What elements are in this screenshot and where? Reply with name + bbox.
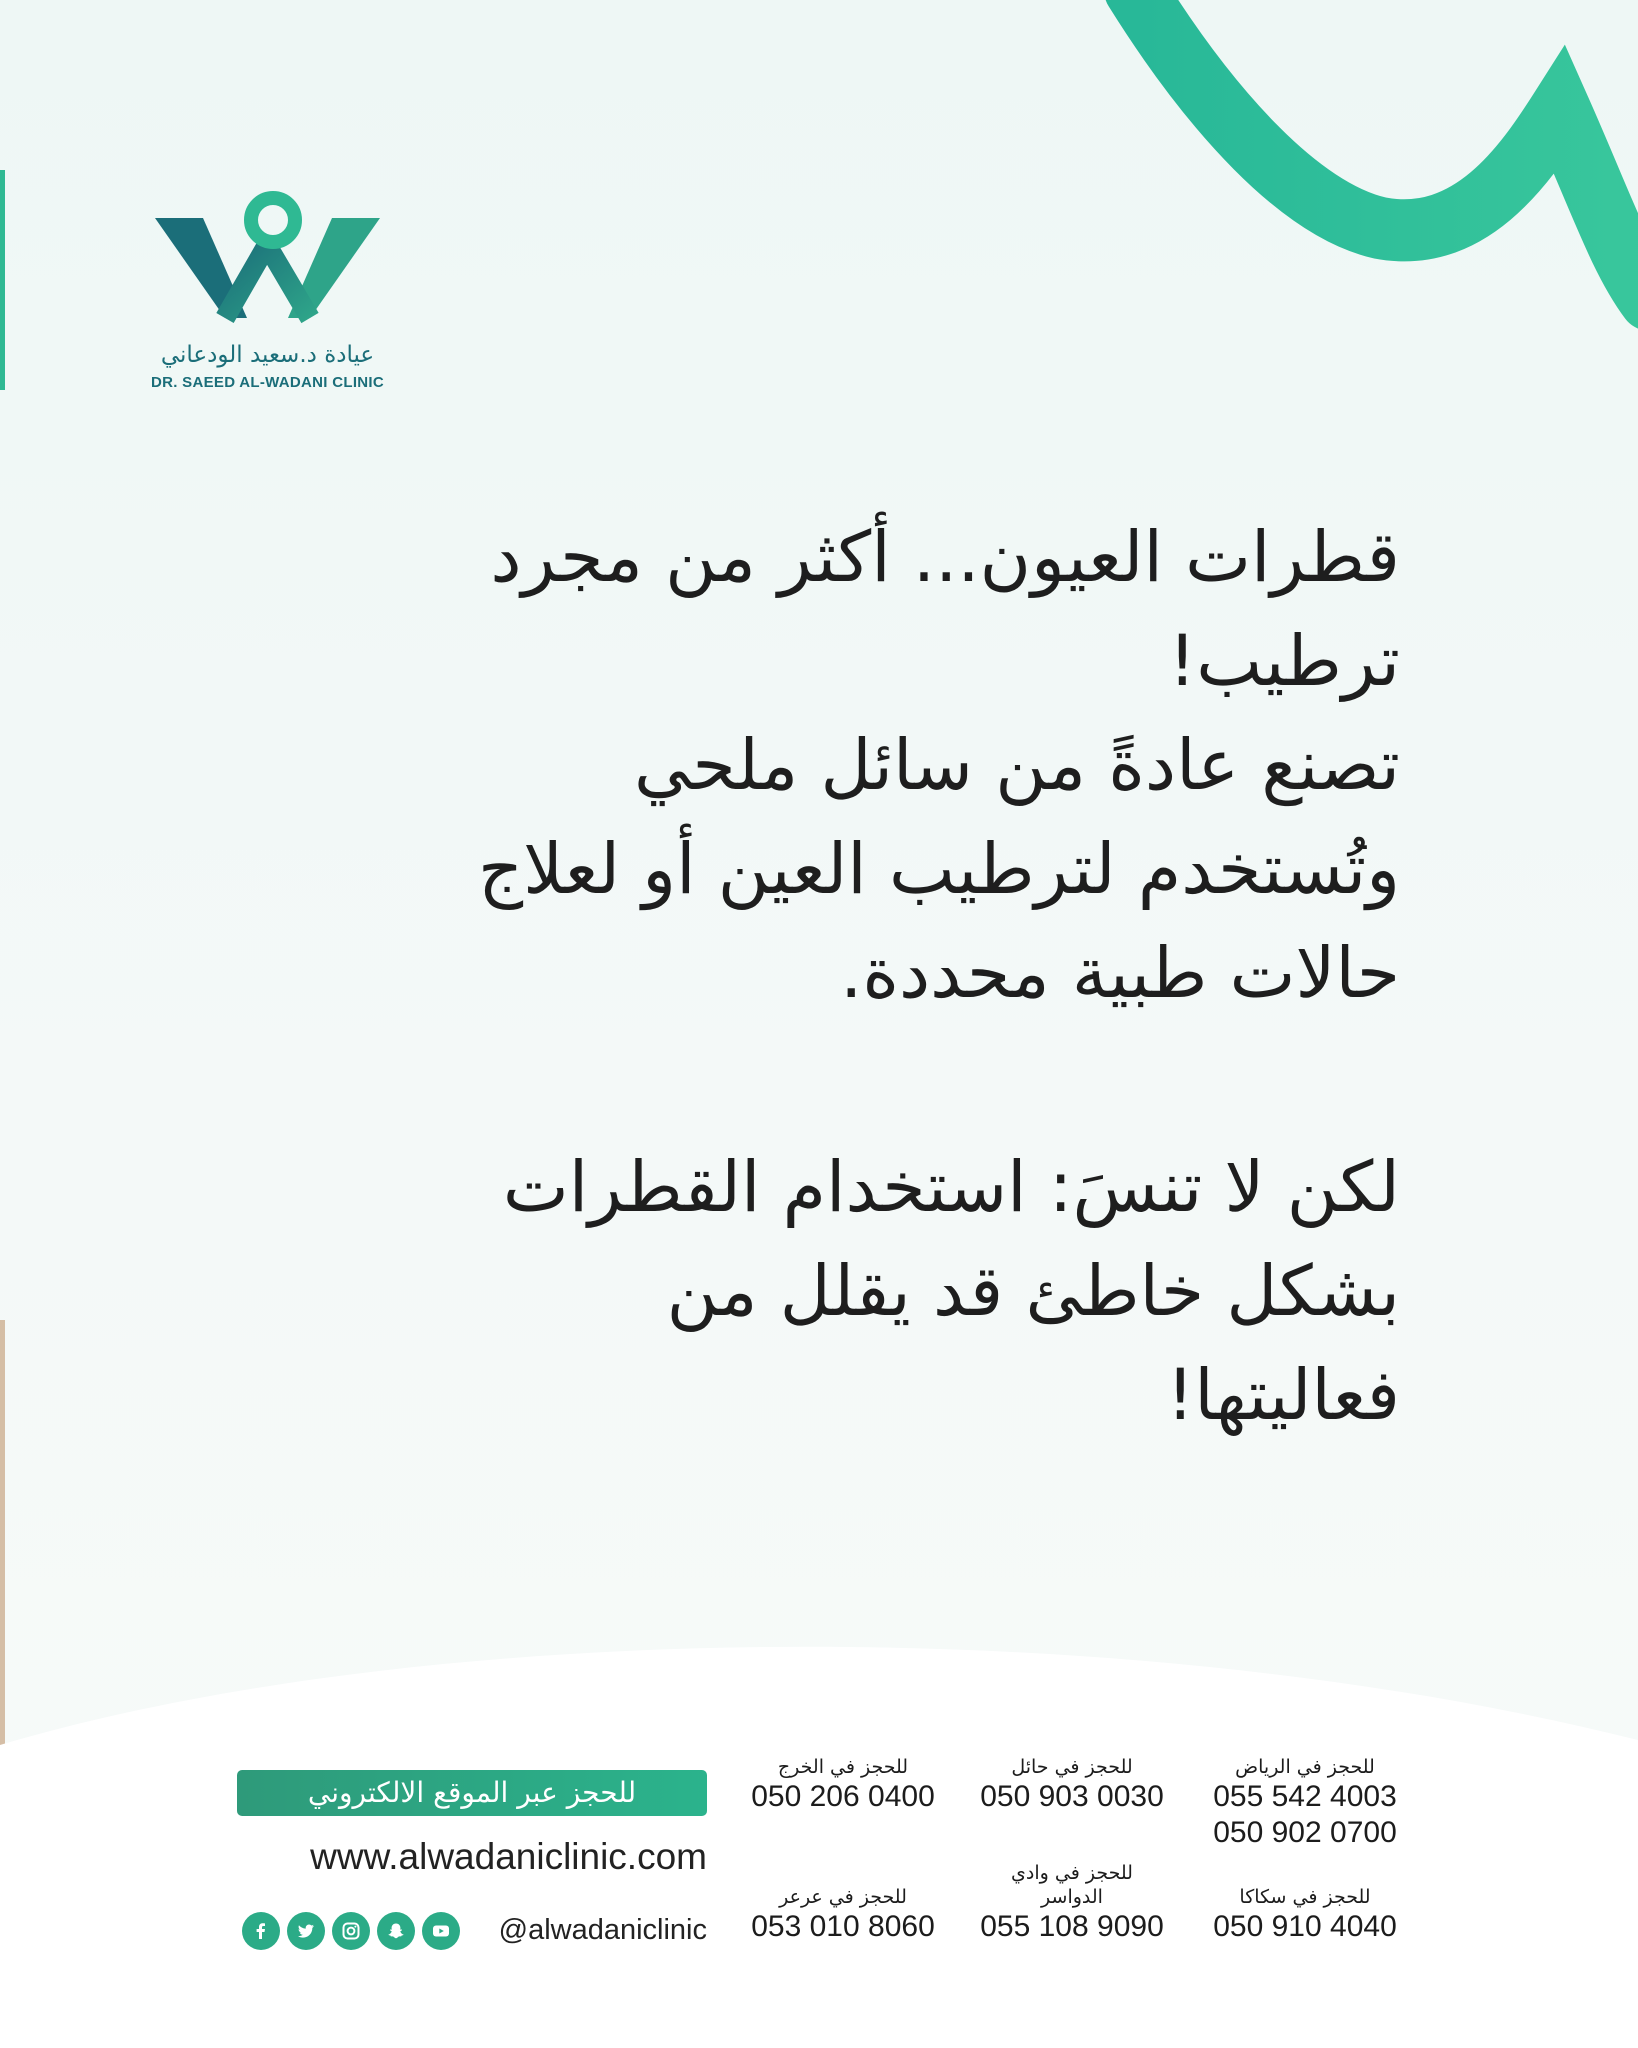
youtube-icon[interactable] [422, 1912, 460, 1950]
twitter-icon[interactable] [287, 1912, 325, 1950]
branch-phone[interactable]: 053 010 8060 [751, 1910, 935, 1943]
snapchat-icon[interactable] [377, 1912, 415, 1950]
headline-line: حالات طبية محددة. [840, 932, 1400, 1014]
warning-line: فعاليتها! [1166, 1354, 1400, 1436]
logo-name-arabic: عيادة د.سعيد الودعاني [160, 342, 375, 368]
branch-phone[interactable]: 055 108 9090 [980, 1910, 1164, 1943]
headline-paragraph [330, 505, 1400, 1025]
facebook-icon[interactable] [242, 1912, 280, 1950]
branch-phone[interactable]: 050 902 0700 [1213, 1816, 1397, 1849]
branch-arar [728, 1885, 958, 1945]
branch-label: للحجز في الخرج [777, 1756, 909, 1778]
social-handle: @alwadaniclinic [498, 1914, 707, 1946]
branch-label: للحجز في عرعر [779, 1886, 907, 1908]
branch-hail [957, 1755, 1187, 1815]
branch-riyadh [1190, 1755, 1420, 1851]
branch-label: للحجز في وادي الدواسر [1011, 1862, 1133, 1908]
branch-phone[interactable]: 050 903 0030 [980, 1780, 1164, 1813]
headline-line: تصنع عادةً من سائل ملحي [634, 724, 1400, 806]
branch-phone[interactable]: 055 542 4003 [1213, 1780, 1397, 1813]
clinic-logo [145, 190, 390, 400]
warning-paragraph [330, 1135, 1400, 1447]
branch-label: للحجز في سكاكا [1239, 1886, 1371, 1908]
branch-phone[interactable]: 050 206 0400 [751, 1780, 935, 1813]
headline-line: وتُستخدم لترطيب العين أو لعلاج [477, 828, 1400, 910]
online-booking-button[interactable]: للحجز عبر الموقع الالكتروني [237, 1770, 707, 1816]
branch-kharj [728, 1755, 958, 1815]
warning-line: لكن لا تنسَ: استخدام القطرات [502, 1146, 1400, 1228]
branch-wadi-al-dawasir [957, 1861, 1187, 1945]
website-link[interactable]: www.alwadaniclinic.com [310, 1836, 707, 1877]
logo-w-mark-icon [155, 190, 380, 340]
headline-line: قطرات العيون... أكثر من مجرد [490, 516, 1400, 598]
warning-line: بشكل خاطئ قد يقلل من [666, 1250, 1400, 1332]
headline-line: ترطيب! [1168, 620, 1400, 702]
branch-sakaka [1190, 1885, 1420, 1945]
instagram-icon[interactable] [332, 1912, 370, 1950]
branch-label: للحجز في حائل [1011, 1756, 1133, 1778]
logo-name-english: DR. SAEED AL-WADANI CLINIC [150, 374, 385, 391]
branch-phone[interactable]: 050 910 4040 [1213, 1910, 1397, 1943]
branch-label: للحجز في الرياض [1235, 1756, 1375, 1778]
